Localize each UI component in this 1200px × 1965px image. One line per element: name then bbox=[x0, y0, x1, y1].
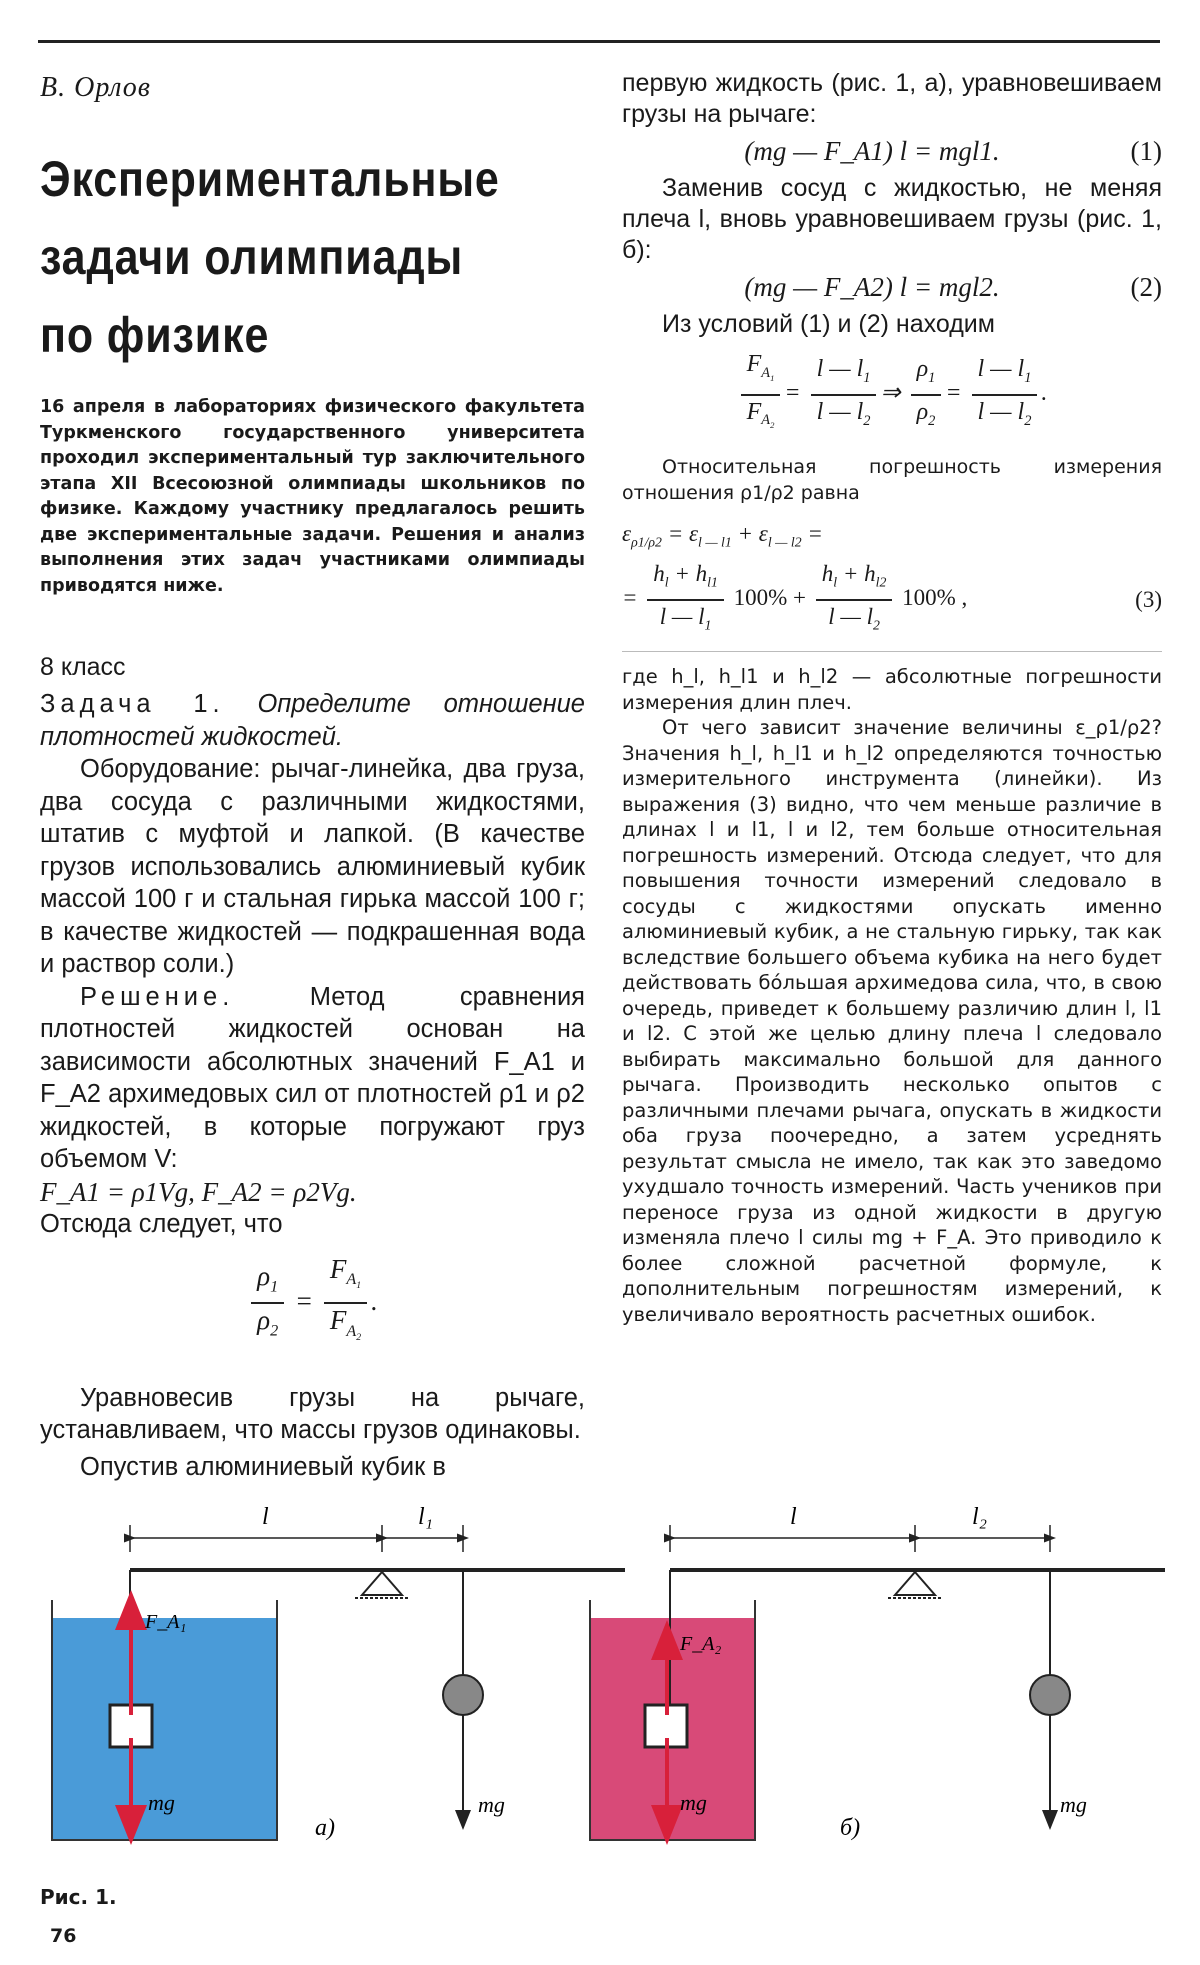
fulcrum-b bbox=[895, 1572, 935, 1595]
right-paragraph-5: где h_l, h_l1 и h_l2 — абсолютные погрешности измерения длин плеч. bbox=[622, 665, 1162, 714]
label-a: а) bbox=[315, 1815, 335, 1841]
lead-paragraph: 16 апреля в лабораториях физического факультета Туркменского государственного университета проходил экспериментальный тур заключительного этапа XII Всесоюзной олимпиады школьников по физике. Каждому участнику предлагалось решить две экспериментальные задачи. Решения и анализ выполнения этих задач участниками олимпиады приводятся ниже. bbox=[40, 397, 585, 596]
balance-paragraph: Уравновесив грузы на рычаге, устанавливаем, что массы грузов одинаковы. bbox=[40, 1383, 585, 1445]
dim-label-l: l bbox=[790, 1504, 797, 1530]
solution-label: Решение. bbox=[80, 982, 235, 1011]
title-line: по физике bbox=[40, 307, 270, 363]
follows-text: Отсюда следует, что bbox=[40, 1210, 283, 1238]
title-line: Экспериментальные bbox=[40, 151, 500, 207]
page-number: 76 bbox=[50, 1925, 77, 1947]
title-line: задачи олимпиады bbox=[40, 229, 464, 285]
ratio-derivation: $\frac{F_{A_1}}{F_{A_2}}$ = $\frac{l — l_1}{l — l_2}$ ⇒ $\frac{\rho_1}{\rho_2}$ = $\frac{l — l_1}{l — l_2}$ . bbox=[622, 348, 1162, 441]
forces-equation: F_A1 = ρ1Vg, F_A2 = ρ2Vg. bbox=[40, 1176, 357, 1207]
dim-label-l: l bbox=[262, 1504, 269, 1530]
figure-1 bbox=[0, 1500, 1200, 1880]
right-paragraph-6: От чего зависит значение величины ε_ρ1/ρ2? Значения h_l, h_l1 и h_l2 определяются точностью измерительного инструмента (линейки). Из выражения (3) видно, что чем меньше различие в длинах l и l1, l и l2, тем больше относительная погрешность измерений. Отсюда следует, что для повышения точности измерений следовало в сосуды с жидкостями опускать именно алюминиевый кубик, а не стальную гирьку, так как вследствие большего объема кубика на него будет действовать бóльшая архимедова сила, что, в свою очередь, приведет к большему различию длин l, l1 и l2. С этой же целью длину плеча l следовало выбирать максимально большой для данного рычага. Производить несколько опытов с различными плечами рычага, опускать в жидкости оба груза поочередно, а затем усреднять результат смысла не имело, так как это заведомо ухудшало точность измерений. Часть учеников при переносе груза из одной жидкости в другую изменяла плечо l силы mg + F_A. Это приводило к более сложной расчетной формуле, к дополнительным погрешностям измерений, к увеличивало вероятность расчетных ошибок. bbox=[622, 716, 1162, 1326]
figure-caption: Рис. 1. bbox=[40, 1885, 117, 1909]
right-column bbox=[622, 68, 1162, 1327]
top-rule bbox=[38, 40, 1160, 43]
setup-b bbox=[590, 1504, 1165, 1841]
right-paragraph-4: Относительная погрешность измерения отношения ρ1/ρ2 равна bbox=[622, 456, 1162, 504]
label-b: б) bbox=[840, 1815, 861, 1841]
equation-3-number: (3) bbox=[1135, 587, 1162, 613]
fulcrum-a bbox=[362, 1572, 402, 1595]
setup-a bbox=[52, 1504, 625, 1841]
dim-label-l1: l₁ bbox=[418, 1504, 434, 1530]
error-formula: $\varepsilon_{\rho 1/\rho 2} = \varepsilon_{l — l1} + \varepsilon_{l — l2}$ = = $\frac{h_l + h_{l1}}{l — l_1}$ 100% + $\frac{h_l + h_{l2}}{l — l_2}$ 100% , (3) bbox=[622, 521, 1162, 633]
solution-paragraph bbox=[40, 981, 585, 1176]
force-label-fa1: F_A₁ bbox=[145, 1611, 187, 1633]
task-paragraph bbox=[40, 688, 585, 753]
force-label-mg: mg bbox=[680, 1790, 707, 1815]
density-ratio-formula: $\frac{\rho_1}{\rho_2}$ = $\frac{F_{A_1}}{F_{A_2}}$ . bbox=[40, 1253, 585, 1354]
task-label: Задача 1. bbox=[40, 690, 225, 718]
force-label-fa2: F_A₂ bbox=[680, 1633, 722, 1655]
equation-2 bbox=[622, 272, 1162, 303]
equation-1 bbox=[622, 136, 1162, 167]
weight-a bbox=[443, 1675, 483, 1715]
right-paragraph-1: первую жидкость (рис. 1, а), уравновешиваем грузы на рычаге: bbox=[622, 69, 1162, 128]
weight-b bbox=[1030, 1675, 1070, 1715]
equation-1-body: (mg — F_A1) l = mgl1. bbox=[744, 136, 1000, 166]
solution-text: Метод сравнения плотностей жидкостей основан на зависимости абсолютных значений F_A1 и F_A2 архимедовых сил от плотностей ρ1 и ρ2 жидкостей, в которые погружают груз объемом V: bbox=[40, 982, 585, 1173]
section-heading: 8 класс bbox=[40, 653, 126, 681]
force-label-mg: mg bbox=[148, 1790, 175, 1815]
equation-2-number: (2) bbox=[1130, 272, 1162, 302]
equipment-text: рычаг-линейка, два груза, два сосуда с различными жидкостями, штатив с муфтой и лапкой. (В качестве грузов использовались алюминиевый кубик массой 100 г и стальная гирька массой 100 г; в качестве жидкостей — подкрашенная вода и раствор соли.) bbox=[40, 755, 586, 978]
right-paragraph-3: Из условий (1) и (2) находим bbox=[662, 310, 995, 338]
article-title bbox=[40, 140, 522, 374]
equation-2-body: (mg — F_A2) l = mgl2. bbox=[744, 272, 1000, 302]
force-label-mg: mg bbox=[1060, 1792, 1087, 1817]
right-paragraph-2: Заменив сосуд с жидкостью, не меняя плеча l, вновь уравновешиваем грузы (рис. 1, б): bbox=[622, 174, 1162, 264]
left-column bbox=[40, 688, 585, 1483]
author: В. Орлов bbox=[40, 72, 151, 103]
divider bbox=[622, 651, 1162, 652]
task-text: Определите отношение плотностей жидкостей. bbox=[40, 690, 585, 751]
equipment-paragraph bbox=[40, 753, 585, 981]
force-label-mg: mg bbox=[478, 1792, 505, 1817]
lowering-paragraph: Опустив алюминиевый кубик в bbox=[80, 1452, 446, 1481]
equipment-label: Оборудование: bbox=[80, 755, 261, 783]
dim-label-l2: l₂ bbox=[972, 1504, 988, 1530]
equation-1-number: (1) bbox=[1130, 136, 1162, 166]
